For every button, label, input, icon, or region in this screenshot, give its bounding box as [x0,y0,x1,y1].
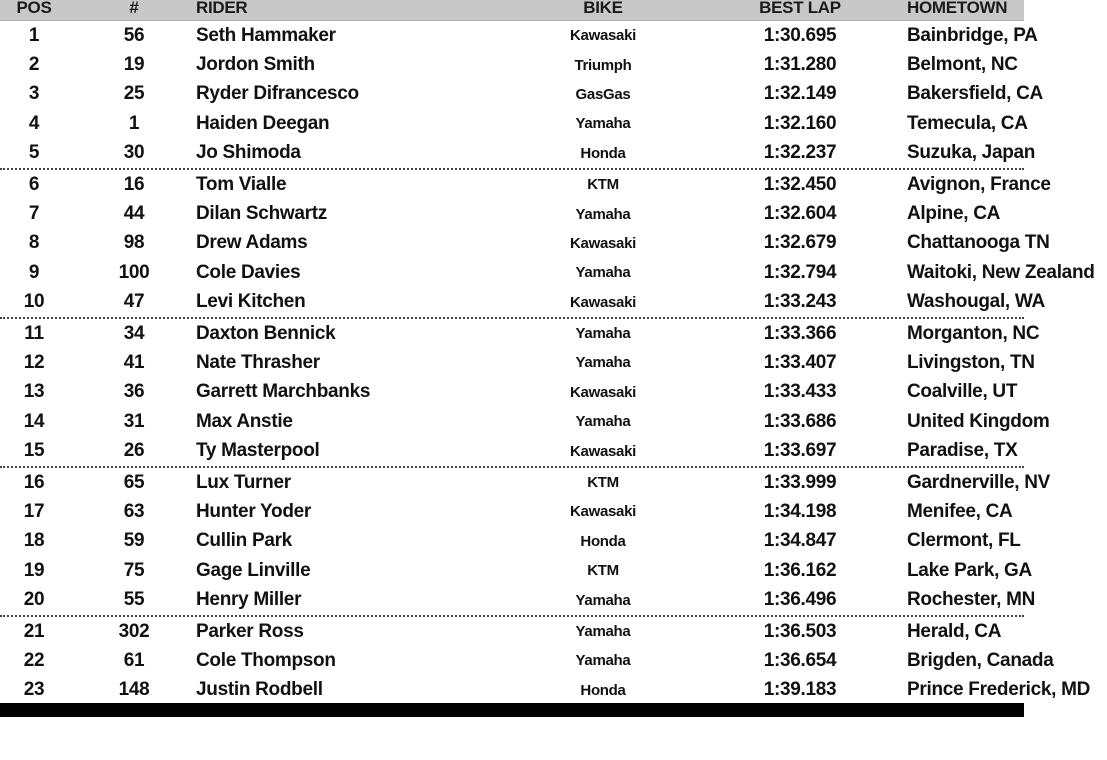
cell-pos: 3 [28,83,40,105]
cell-number: 1 [128,112,140,134]
table-row [0,319,1040,348]
cell-rider: Gage Linville [196,559,311,581]
table-body [0,21,1095,705]
table-row [0,436,1024,467]
cell-bike: Yamaha [575,325,631,343]
cell-bike: Triumph [574,56,632,74]
cell-pos: 7 [28,203,40,225]
cell-best-lap: 1:33.697 [763,440,837,462]
cell-hometown: Alpine, CA [907,203,1001,225]
header-best-lap: BEST LAP [759,0,841,17]
table-row [0,676,1091,705]
cell-pos: 10 [23,291,45,313]
cell-best-lap: 1:31.280 [763,54,837,76]
cell-rider: Justin Rodbell [196,679,323,701]
cell-rider: Max Anstie [196,410,293,432]
cell-pos: 19 [23,559,45,581]
cell-hometown: Coalville, UT [907,381,1018,403]
table-row [0,199,1024,228]
table-row [0,50,1024,79]
cell-best-lap: 1:32.450 [763,173,837,195]
cell-best-lap: 1:33.366 [763,322,837,344]
cell-best-lap: 1:32.237 [763,142,837,164]
cell-pos: 18 [23,530,45,552]
cell-pos: 16 [23,471,45,493]
cell-number: 34 [123,322,145,344]
table-row [0,497,1024,526]
table-row [0,468,1051,497]
cell-number: 63 [123,500,145,522]
cell-hometown: Suzuka, Japan [907,142,1036,164]
cell-best-lap: 1:32.794 [763,261,837,283]
cell-bike: Yamaha [575,591,631,609]
cell-bike: KTM [587,176,619,194]
cell-number: 61 [123,649,145,671]
cell-hometown: Temecula, CA [907,112,1028,134]
cell-best-lap: 1:33.686 [763,410,837,432]
cell-pos: 17 [23,500,45,522]
cell-number: 36 [123,381,145,403]
cell-bike: KTM [587,474,619,492]
cell-number: 47 [123,291,145,313]
cell-hometown: Brigden, Canada [907,649,1054,671]
cell-rider: Levi Kitchen [196,291,306,313]
table-row [0,288,1045,319]
cell-bike: Yamaha [575,623,631,640]
cell-rider: Dilan Schwartz [196,203,327,225]
cell-hometown: United Kingdom [907,410,1050,432]
cell-pos: 6 [28,173,40,195]
cell-hometown: Belmont, NC [907,54,1018,76]
cell-hometown: Lake Park, GA [907,559,1032,581]
cell-best-lap: 1:34.198 [763,500,837,522]
cell-number: 25 [123,83,145,105]
cell-rider: Ryder Difrancesco [196,83,359,105]
cell-hometown: Prince Frederick, MD [907,679,1091,701]
cell-pos: 5 [28,142,40,164]
cell-pos: 9 [28,261,40,283]
cell-best-lap: 1:36.503 [763,620,837,642]
cell-best-lap: 1:32.679 [763,232,837,254]
cell-rider: Jordon Smith [196,54,315,76]
cell-best-lap: 1:33.433 [763,381,837,403]
cell-number: 55 [123,589,145,611]
table-row [0,556,1032,585]
cell-hometown: Paradise, TX [907,440,1018,462]
cell-hometown: Clermont, FL [907,530,1021,552]
cell-bike: Kawasaki [570,383,636,401]
header-bike: BIKE [583,0,623,17]
table-row [0,170,1051,199]
cell-rider: Garrett Marchbanks [196,381,371,403]
cell-best-lap: 1:33.243 [763,291,837,313]
cell-pos: 8 [28,232,40,254]
cell-number: 148 [118,679,150,701]
cell-bike: KTM [587,562,619,580]
cell-number: 56 [123,24,145,46]
cell-number: 41 [123,351,145,373]
cell-best-lap: 1:33.999 [763,471,837,493]
cell-hometown: Menifee, CA [907,500,1013,522]
cell-bike: Yamaha [575,115,631,133]
cell-bike: Kawasaki [570,27,636,45]
cell-bike: Honda [580,532,626,550]
cell-hometown: Rochester, MN [907,589,1036,611]
cell-pos: 23 [23,679,45,701]
cell-number: 75 [123,559,145,581]
cell-number: 31 [123,410,145,432]
table-row [0,229,1050,258]
cell-bike: Kawasaki [570,503,636,521]
header-hometown: HOMETOWN [907,0,1008,17]
cell-number: 30 [123,142,145,164]
cell-pos: 13 [23,381,45,403]
cell-bike: Kawasaki [570,442,636,460]
cell-rider: Tom Vialle [196,173,287,195]
table-row [0,617,1024,646]
table-row [0,646,1054,675]
cell-best-lap: 1:36.654 [763,649,837,671]
cell-rider: Daxton Bennick [196,322,336,344]
cell-best-lap: 1:34.847 [763,530,837,552]
cell-number: 98 [123,232,145,254]
cell-rider: Haiden Deegan [196,112,330,134]
cell-pos: 22 [23,649,45,671]
cell-number: 100 [118,261,150,283]
cell-rider: Nate Thrasher [196,351,320,373]
cell-number: 16 [123,173,145,195]
cell-best-lap: 1:33.407 [763,351,837,373]
cell-bike: Yamaha [575,264,631,282]
table-row [0,378,1024,407]
bottom-bar [0,703,1024,717]
cell-bike: Kawasaki [570,293,636,311]
cell-pos: 1 [28,24,40,46]
cell-bike: Honda [580,681,626,699]
cell-rider: Seth Hammaker [196,24,336,46]
table-row [0,407,1050,436]
cell-hometown: Morganton, NC [907,322,1040,344]
cell-rider: Cole Thompson [196,649,336,671]
table-row [0,139,1036,170]
cell-rider: Cullin Park [196,530,292,552]
cell-hometown: Livingston, TN [907,351,1035,373]
cell-rider: Ty Masterpool [196,440,320,462]
cell-pos: 12 [23,351,45,373]
cell-bike: GasGas [575,85,631,103]
cell-best-lap: 1:36.162 [763,559,837,581]
cell-best-lap: 1:32.160 [763,112,837,134]
cell-best-lap: 1:39.183 [763,679,837,701]
cell-number: 19 [123,54,145,76]
cell-number: 65 [123,471,145,493]
cell-pos: 4 [28,112,40,134]
cell-hometown: Gardnerville, NV [907,471,1051,493]
cell-rider: Drew Adams [196,232,308,254]
table-row [0,258,1095,287]
cell-best-lap: 1:36.496 [763,589,837,611]
table-row [0,585,1036,616]
cell-number: 26 [123,440,145,462]
cell-bike: Yamaha [575,413,631,431]
cell-hometown: Waitoki, New Zealand [907,261,1095,283]
cell-pos: 14 [23,410,45,432]
cell-number: 302 [118,620,150,642]
cell-number: 44 [123,203,145,225]
cell-number: 59 [123,530,145,552]
table-row [0,80,1043,109]
cell-rider: Lux Turner [196,471,291,493]
table-row [0,348,1035,377]
table-row [0,527,1024,556]
cell-rider: Parker Ross [196,620,304,642]
cell-best-lap: 1:32.604 [763,203,837,225]
header-pos: POS [16,0,52,17]
cell-hometown: Washougal, WA [907,291,1045,313]
cell-best-lap: 1:30.695 [763,24,837,46]
cell-hometown: Herald, CA [907,620,1002,642]
cell-pos: 11 [24,322,44,344]
cell-rider: Hunter Yoder [196,500,311,522]
cell-pos: 20 [23,589,45,611]
cell-best-lap: 1:32.149 [763,83,837,105]
cell-bike: Yamaha [575,205,631,223]
header-rider: RIDER [196,0,248,17]
table-header [0,0,1024,21]
cell-pos: 15 [23,440,45,462]
table-row [0,109,1028,138]
cell-bike: Yamaha [575,652,631,670]
cell-hometown: Chattanooga TN [907,232,1050,254]
table-row [0,21,1038,50]
cell-bike: Honda [580,144,626,162]
cell-rider: Cole Davies [196,261,301,283]
cell-rider: Henry Miller [196,589,302,611]
cell-bike: Kawasaki [570,234,636,252]
cell-pos: 21 [23,620,45,642]
header-number: # [129,0,139,17]
cell-hometown: Bakersfield, CA [907,83,1043,105]
cell-pos: 2 [28,54,40,76]
cell-hometown: Avignon, France [907,173,1051,195]
cell-bike: Yamaha [575,354,631,372]
cell-hometown: Bainbridge, PA [907,24,1038,46]
cell-rider: Jo Shimoda [196,142,301,164]
